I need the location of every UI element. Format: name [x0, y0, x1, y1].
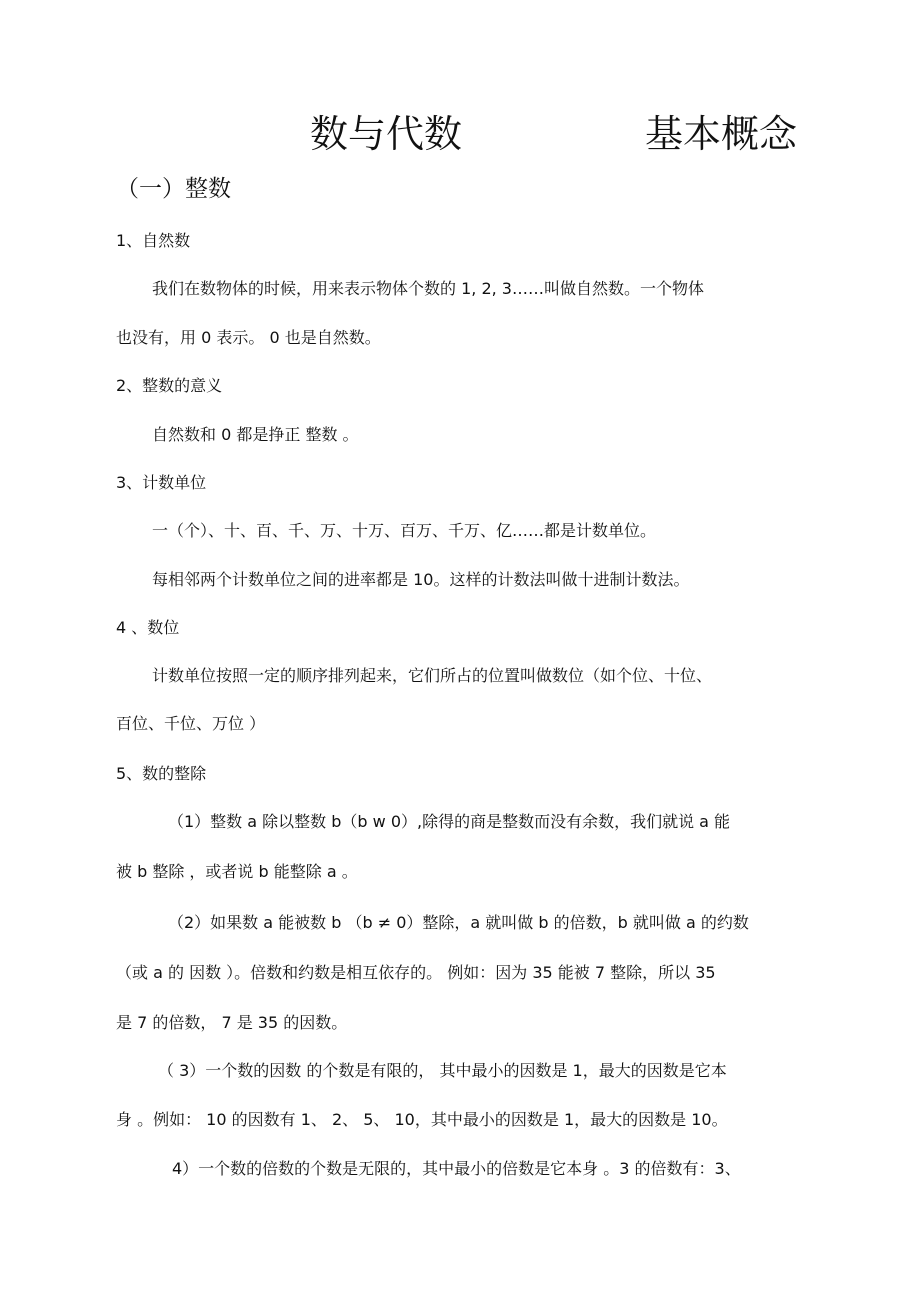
paragraph-line: 百位、千位、万位 ）	[116, 714, 266, 733]
paragraph-line: 我们在数物体的时候，用来表示物体个数的 1, 2, 3……叫做自然数。一个物体	[152, 279, 704, 298]
paragraph-line: （或 a 的 因数 ）。倍数和约数是相互依存的。 例如：因为 35 能被 7 整除，所以 35	[116, 963, 716, 982]
item-heading-1: 1、自然数	[116, 231, 191, 250]
item-heading-4: 4 、数位	[116, 618, 180, 637]
paragraph-line: 被 b 整除 ，或者说 b 能整除 a 。	[116, 862, 358, 881]
item-heading-3: 3、计数单位	[116, 473, 207, 492]
paragraph-line: 也没有，用 0 表示。 0 也是自然数。	[116, 328, 381, 347]
item-heading-2: 2、整数的意义	[116, 376, 223, 395]
paragraph-line: 一（个）、十、百、千、万、十万、百万、千万、亿……都是计数单位。	[152, 521, 657, 540]
paragraph-line: 每相邻两个计数单位之间的进率都是 10。这样的计数法叫做十进制计数法。	[152, 570, 690, 589]
paragraph-line: 身 。例如： 10 的因数有 1、 2、 5、 10，其中最小的因数是 1，最大的因数是 10。	[116, 1110, 728, 1129]
item-heading-5: 5、数的整除	[116, 764, 207, 783]
paragraph-line: （2）如果数 a 能被数 b （b ≠ 0）整除，a 就叫做 b 的倍数，b 就叫做 a 的约数	[168, 913, 749, 932]
paragraph-line: 自然数和 0 都是挣正 整数 。	[152, 425, 359, 444]
section-heading: （一）整数	[116, 176, 231, 202]
title-right: 基本概念	[645, 112, 798, 156]
paragraph-line: 计数单位按照一定的顺序排列起来，它们所占的位置叫做数位（如个位、十位、	[152, 666, 713, 685]
paragraph-line: （1）整数 a 除以整数 b（b w 0）,除得的商是整数而没有余数，我们就说 a 能	[168, 812, 731, 831]
paragraph-line: （ 3）一个数的因数 的个数是有限的， 其中最小的因数是 1，最大的因数是它本	[158, 1061, 727, 1080]
paragraph-line: 4）一个数的倍数的个数是无限的，其中最小的倍数是它本身 。3 的倍数有：3、	[172, 1159, 741, 1178]
paragraph-line: 是 7 的倍数， 7 是 35 的因数。	[116, 1013, 348, 1032]
title-left: 数与代数	[310, 112, 463, 156]
